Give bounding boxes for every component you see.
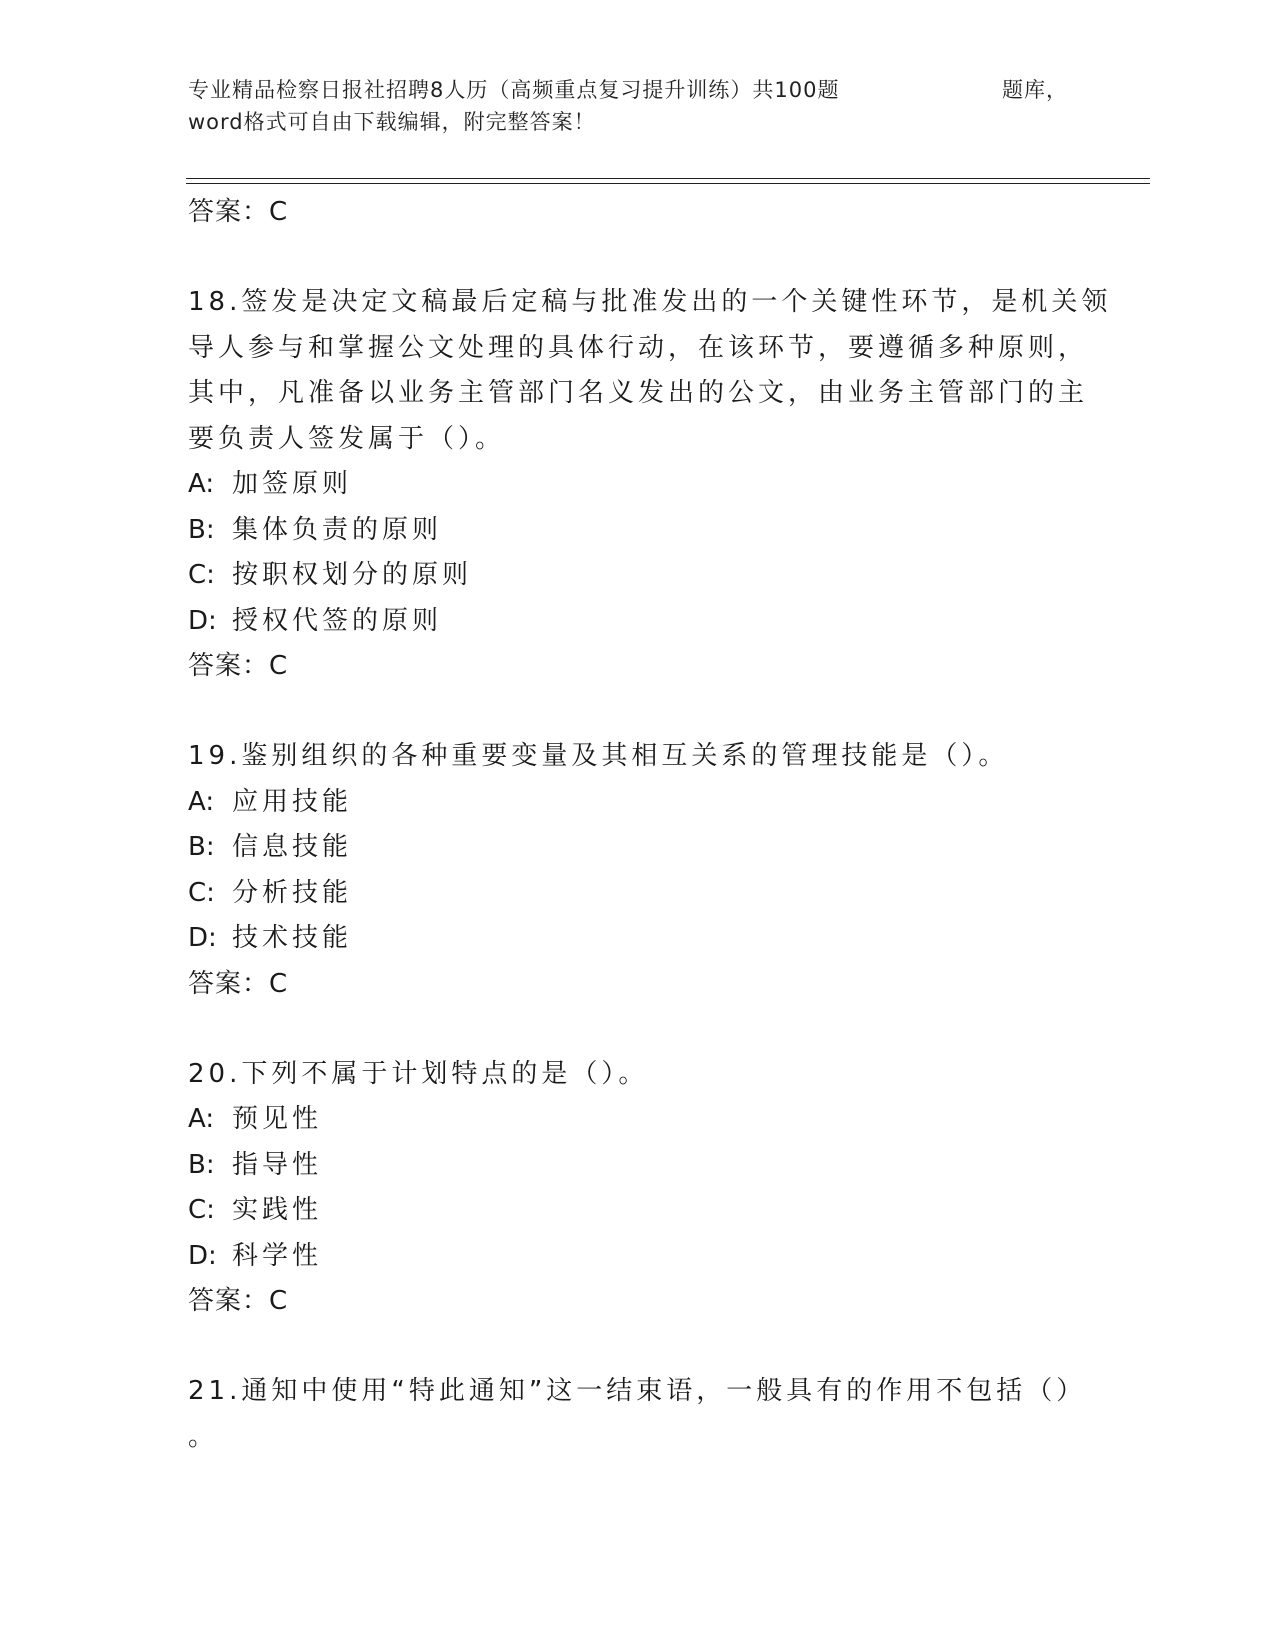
question-stem [188,734,1068,780]
question-stem [188,1052,1068,1098]
question-list [188,190,1112,1460]
option-text: 应用技能 [232,786,353,817]
option-key: A: [188,469,215,499]
option-text: 集体负责的原则 [232,514,443,545]
stem-line: 20.下列不属于计划特点的是（）。 [188,1058,649,1089]
option-c [188,871,1068,917]
stem-line: 要负责人签发属于（）。 [188,423,506,454]
stem-line: 。 [188,1421,219,1452]
question-item [188,1369,1087,1460]
option-key: C: [188,1195,215,1225]
stem-line: 21.通知中使用“特此通知”这一结束语，一般具有的作用不包括（） [188,1376,1087,1406]
answer-line: 答案：C [188,968,289,999]
option-key: B: [188,514,215,545]
option-a [188,1097,1068,1143]
stem-line: 其中，凡准备以业务主管部门名义发出的公文，由业务主管部门的主 [188,378,1089,408]
option-c [188,553,1068,599]
option-d [188,599,1068,645]
option-key: A: [188,1104,215,1134]
option-text: 加签原则 [232,469,353,499]
option-a [188,462,1068,508]
option-c [188,1188,1068,1234]
header-line-2: word格式可自由下载编辑，附完整答案！ [188,110,596,134]
option-text: 分析技能 [232,877,353,908]
option-text: 按职权划分的原则 [232,560,473,590]
option-text: 授权代签的原则 [232,605,443,636]
question-stem [188,1369,1087,1460]
header-rule-bottom [186,183,1150,184]
question-item [188,280,1112,688]
option-text: 科学性 [232,1240,323,1271]
stem-line: 导人参与和掌握公文处理的具体行动，在该环节，要遵循多种原则， [188,332,1089,363]
answer-line: 答案：C [188,1286,289,1316]
option-key: D: [188,1240,217,1271]
answer-line: 答案：C [188,197,289,227]
spacer [188,1006,1068,1052]
answer-line: 答案：C [188,651,289,681]
option-key: B: [188,1149,215,1180]
option-key: C: [188,877,215,908]
option-text: 信息技能 [232,832,353,862]
header-title-suffix: 题库， [1002,78,1068,102]
spacer [188,688,1068,734]
option-text: 预见性 [232,1104,323,1134]
option-key: C: [188,560,215,590]
question-stem [188,280,1112,462]
option-key: D: [188,605,217,636]
option-key: D: [188,923,217,953]
option-text: 实践性 [232,1195,323,1225]
option-d [188,916,1068,962]
spacer [188,1323,1068,1369]
header-title: 专业精品检察日报社招聘8人历（高频重点复习提升训练）共100题 [188,78,840,102]
header-rule-top [186,178,1150,179]
option-d [188,1234,1068,1280]
question-item [188,1052,1068,1324]
option-text: 技术技能 [232,923,353,953]
header-line-1 [188,74,1068,106]
option-b [188,508,1068,554]
option-key: A: [188,786,215,817]
option-b [188,1143,1068,1189]
page-header [188,74,1068,138]
stem-line: 19.鉴别组织的各种重要变量及其相互关系的管理技能是（）。 [188,741,1009,771]
option-b [188,825,1068,871]
question-item [188,734,1068,1006]
option-a [188,780,1068,826]
spacer [188,234,1068,280]
option-key: B: [188,832,215,862]
stem-line: 18.签发是决定文稿最后定稿与批准发出的一个关键性环节，是机关领 [188,287,1112,317]
option-text: 指导性 [232,1149,323,1180]
